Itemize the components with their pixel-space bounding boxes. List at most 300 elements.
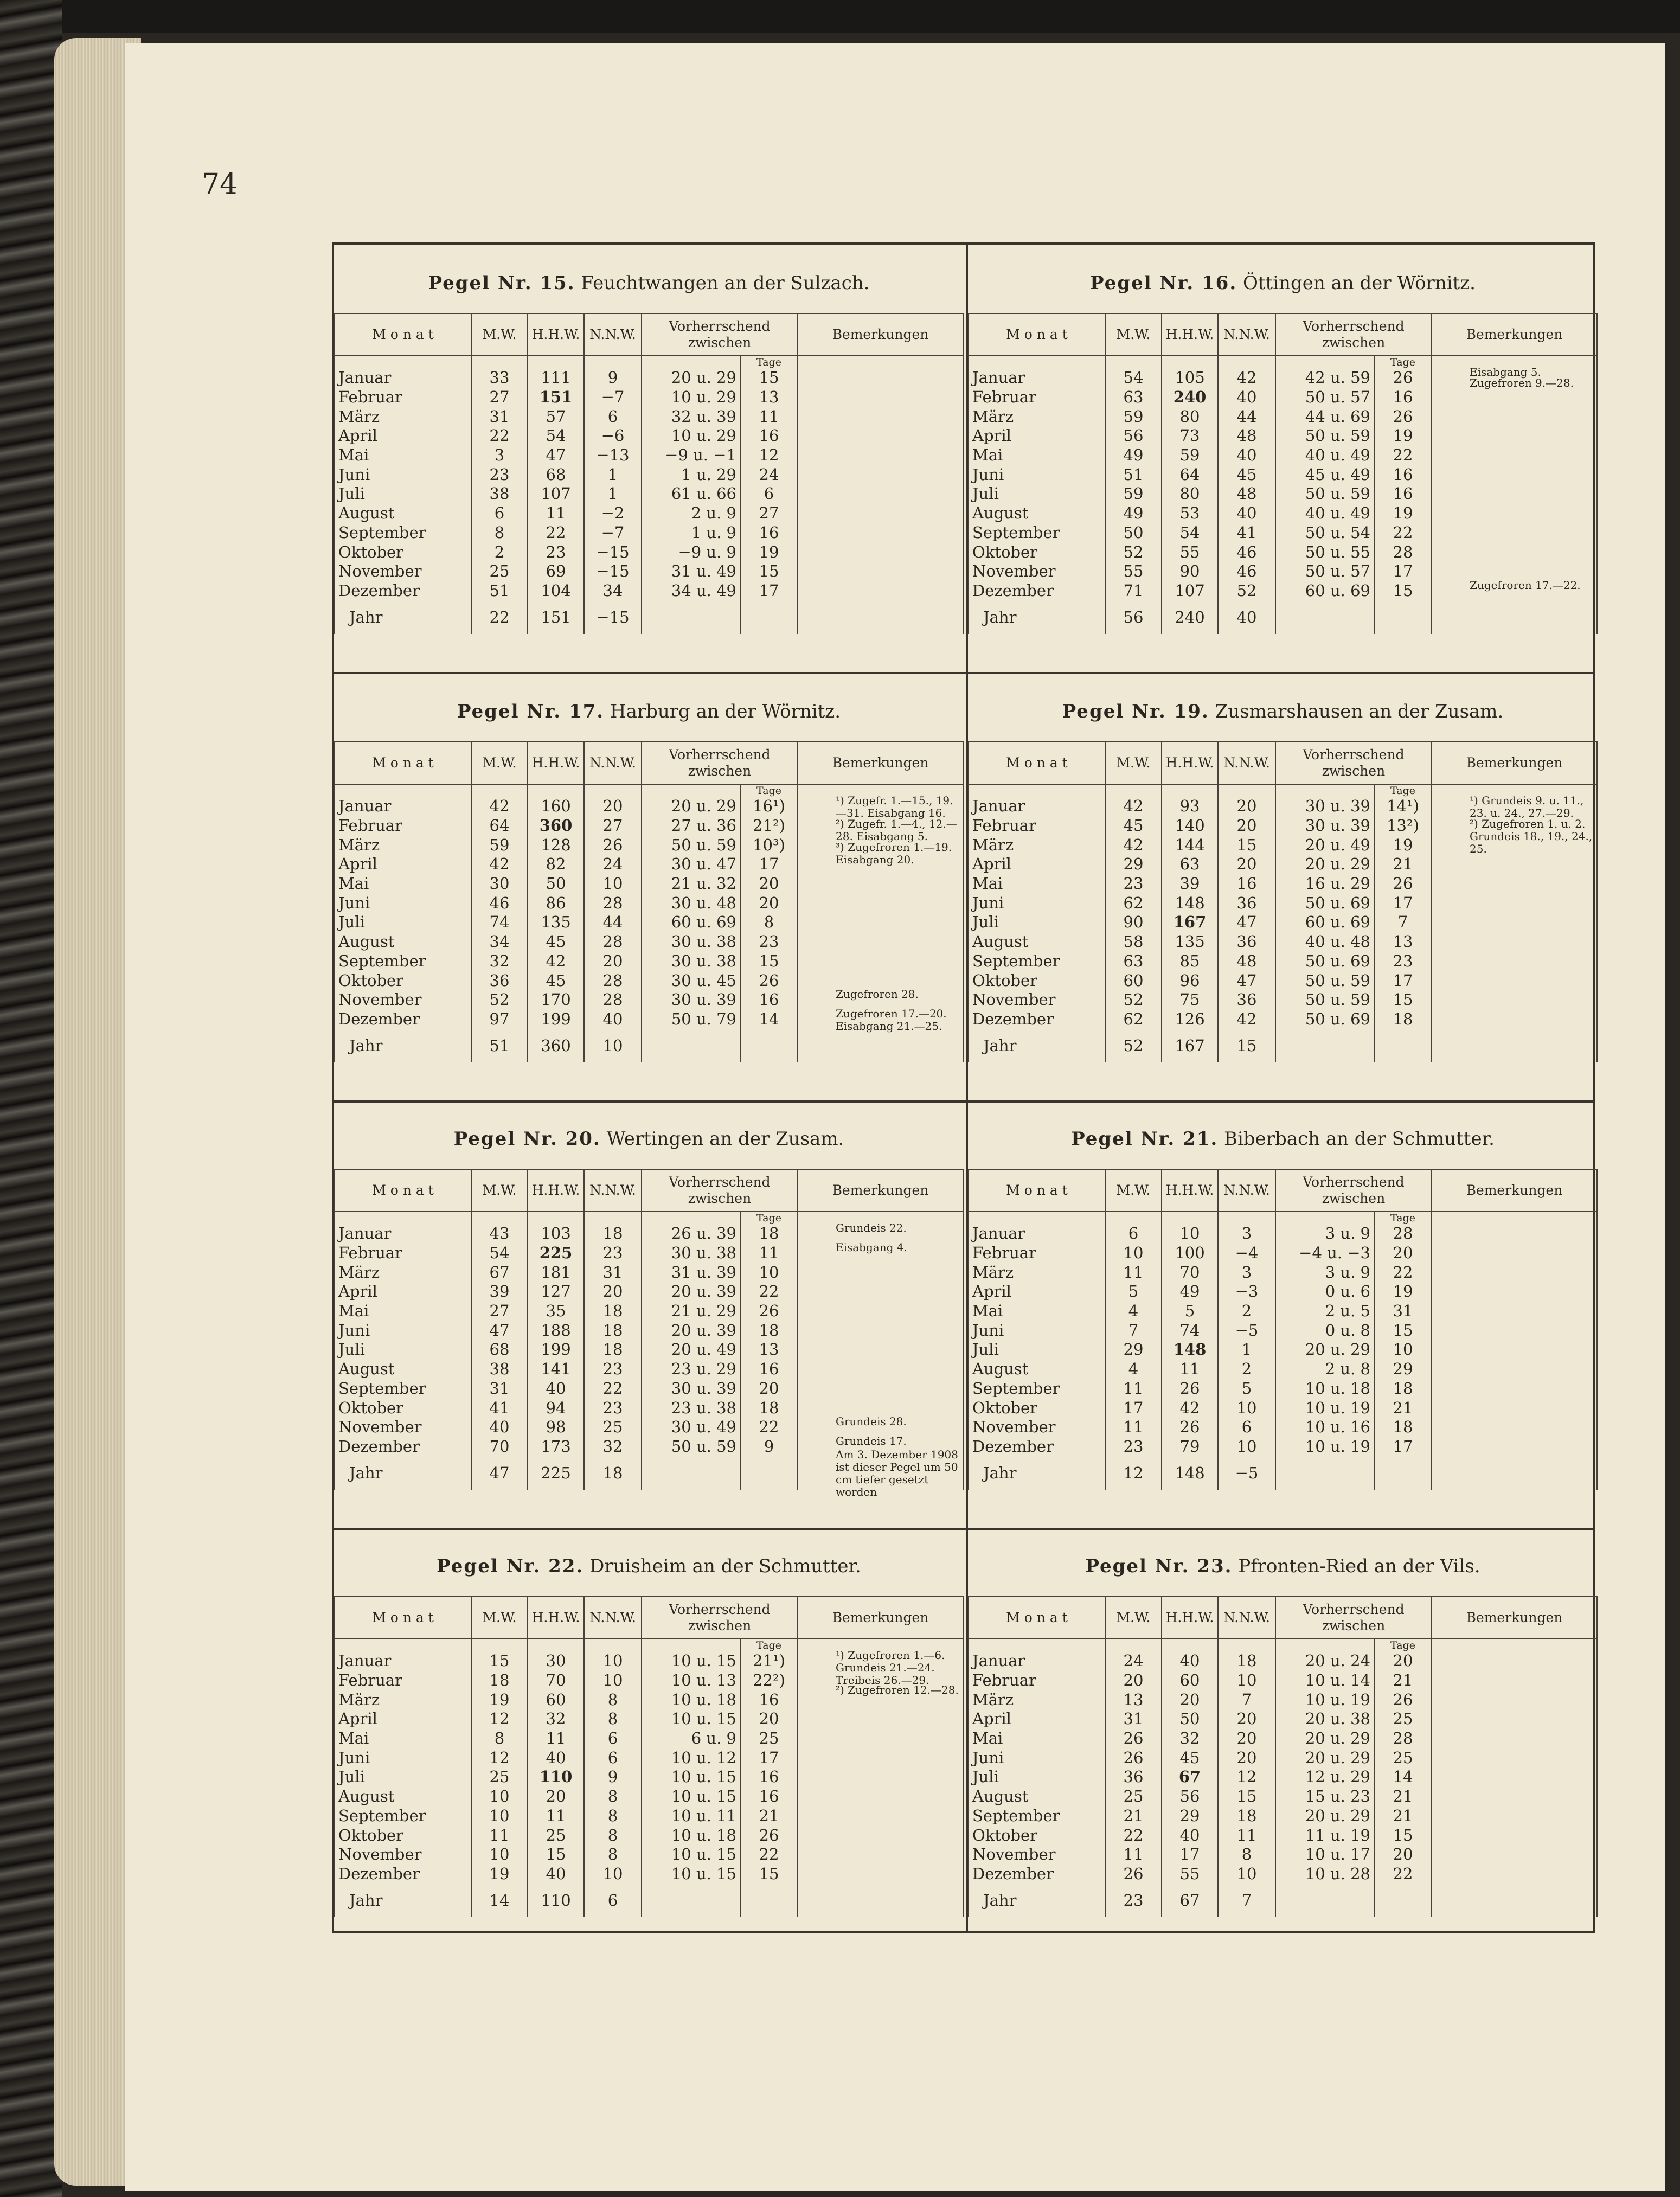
nnw-cell: 18 xyxy=(584,1224,642,1244)
header-hhw: H.H.W. xyxy=(1162,742,1218,784)
pegel-title xyxy=(334,698,964,725)
mw-cell: 41 xyxy=(471,1398,528,1418)
hhw-cell: 11 xyxy=(1162,1360,1218,1379)
year-label: Jahr xyxy=(969,1456,1105,1490)
hhw-cell: 68 xyxy=(528,465,584,484)
range-cell: 40 u. 49 xyxy=(1275,504,1374,523)
header-vorherrschend: Vorherrschend zwischen xyxy=(1275,742,1432,784)
month-cell: Mai xyxy=(969,446,1105,465)
tage-cell: 18 xyxy=(740,1321,798,1340)
hhw-cell: 40 xyxy=(1162,1651,1218,1671)
table-row xyxy=(969,465,1597,484)
hhw-cell: 67 xyxy=(1162,1767,1218,1787)
table-row xyxy=(969,874,1597,894)
month-cell: März xyxy=(335,1263,471,1282)
mw-cell: 30 xyxy=(471,874,528,894)
tage-cell: 21 xyxy=(1374,1787,1432,1807)
hhw-cell: 148 xyxy=(1162,893,1218,913)
table-row xyxy=(969,1865,1597,1884)
month-cell: Oktober xyxy=(969,971,1105,990)
hhw-cell: 30 xyxy=(528,1651,584,1671)
tage-cell: 21²) xyxy=(740,816,798,836)
table-row xyxy=(969,1729,1597,1748)
mw-cell: 23 xyxy=(1105,1437,1162,1457)
month-cell: Mai xyxy=(335,1729,471,1748)
tage-cell: 21 xyxy=(1374,855,1432,874)
hhw-cell: 15 xyxy=(528,1845,584,1865)
nnw-cell: 41 xyxy=(1218,523,1275,543)
month-cell: Februar xyxy=(969,388,1105,407)
tage-cell: 17 xyxy=(1374,893,1432,913)
nnw-cell: 40 xyxy=(1218,388,1275,407)
table-row xyxy=(969,913,1597,932)
header-mw: M.W. xyxy=(1105,1597,1162,1639)
tage-cell: 20 xyxy=(740,893,798,913)
hhw-cell: 17 xyxy=(1162,1845,1218,1865)
mw-cell: 4 xyxy=(1105,1302,1162,1321)
tage-cell: 26 xyxy=(1374,368,1432,388)
month-cell: Januar xyxy=(969,1651,1105,1671)
tage-cell: 22 xyxy=(740,1418,798,1437)
mw-cell: 26 xyxy=(1105,1729,1162,1748)
pegel-title xyxy=(334,1553,964,1580)
tage-cell: 16¹) xyxy=(740,797,798,816)
table-row xyxy=(335,913,963,932)
year-row xyxy=(969,1456,1597,1490)
table-row xyxy=(335,426,963,446)
nnw-cell: 23 xyxy=(584,1244,642,1263)
tage-cell: 26 xyxy=(740,971,798,990)
hhw-cell: 74 xyxy=(1162,1321,1218,1340)
header-monat: M o n a t xyxy=(969,1597,1105,1639)
nnw-cell: −7 xyxy=(584,388,642,407)
nnw-cell: 48 xyxy=(1218,484,1275,504)
tage-cell: 17 xyxy=(740,1748,798,1767)
nnw-cell: 5 xyxy=(1218,1379,1275,1399)
year-label: Jahr xyxy=(969,1029,1105,1062)
month-cell: März xyxy=(335,835,471,855)
bemerkung-note: Zugefroren 28. xyxy=(836,988,919,1001)
mw-cell: 23 xyxy=(1105,874,1162,894)
hhw-cell: 54 xyxy=(528,426,584,446)
table-row xyxy=(335,368,963,388)
table-row xyxy=(969,1845,1597,1865)
hhw-cell: 53 xyxy=(1162,504,1218,523)
tage-cell: 10³) xyxy=(740,835,798,855)
pegel-location: Zusmarshausen an der Zusam. xyxy=(1215,701,1504,722)
range-cell: 20 u. 29 xyxy=(642,368,740,388)
range-cell: 3 u. 9 xyxy=(1275,1263,1374,1282)
range-cell: 10 u. 15 xyxy=(642,1787,740,1807)
month-cell: April xyxy=(969,855,1105,874)
nnw-cell: 3 xyxy=(1218,1224,1275,1244)
range-cell: −4 u. −3 xyxy=(1275,1244,1374,1263)
table-row xyxy=(969,1709,1597,1729)
header-vorherrschend: Vorherrschend zwischen xyxy=(642,313,798,356)
pegel-number: Pegel Nr. 16. xyxy=(1090,272,1237,294)
hhw-cell: 40 xyxy=(528,1379,584,1399)
bemerkung-note: ²) Zugefroren 12.—28. xyxy=(836,1683,959,1697)
table-row xyxy=(969,1224,1597,1244)
hhw-cell: 85 xyxy=(1162,952,1218,971)
month-cell: September xyxy=(335,1807,471,1826)
tage-cell: 18 xyxy=(740,1224,798,1244)
tage-cell: 26 xyxy=(1374,407,1432,426)
mw-cell: 5 xyxy=(1105,1282,1162,1302)
pegel-table xyxy=(968,1169,1598,1490)
range-cell: 10 u. 15 xyxy=(642,1865,740,1884)
hhw-cell: 144 xyxy=(1162,835,1218,855)
nnw-cell: 10 xyxy=(1218,1865,1275,1884)
hhw-cell: 96 xyxy=(1162,971,1218,990)
table-row xyxy=(335,388,963,407)
month-cell: Juli xyxy=(969,1767,1105,1787)
table-row xyxy=(969,1418,1597,1437)
month-cell: Juli xyxy=(335,1340,471,1360)
hhw-cell: 80 xyxy=(1162,407,1218,426)
hhw-cell: 111 xyxy=(528,368,584,388)
mw-cell: 26 xyxy=(1105,1865,1162,1884)
table-row xyxy=(335,1302,963,1321)
range-cell: 10 u. 17 xyxy=(1275,1845,1374,1865)
hhw-cell: 126 xyxy=(1162,1010,1218,1029)
range-cell: 2 u. 9 xyxy=(642,504,740,523)
nnw-cell: 28 xyxy=(584,971,642,990)
nnw-cell: 20 xyxy=(1218,1729,1275,1748)
hhw-cell: 20 xyxy=(1162,1690,1218,1709)
nnw-cell: 12 xyxy=(1218,1767,1275,1787)
hhw-cell: 11 xyxy=(528,504,584,523)
month-cell: August xyxy=(969,504,1105,523)
mw-cell: 63 xyxy=(1105,388,1162,407)
year-nnw: 6 xyxy=(584,1884,642,1917)
hhw-cell: 40 xyxy=(1162,1826,1218,1845)
month-cell: Juli xyxy=(969,484,1105,504)
range-cell: 3 u. 9 xyxy=(1275,1224,1374,1244)
table-row xyxy=(969,1360,1597,1379)
range-cell: 2 u. 5 xyxy=(1275,1302,1374,1321)
mw-cell: 34 xyxy=(471,932,528,952)
header-mw: M.W. xyxy=(471,742,528,784)
pegel-title xyxy=(968,698,1598,725)
range-cell: 21 u. 29 xyxy=(642,1302,740,1321)
range-cell: 50 u. 57 xyxy=(1275,562,1374,581)
hhw-cell: 26 xyxy=(1162,1379,1218,1399)
hhw-cell: 70 xyxy=(1162,1263,1218,1282)
header-monat: M o n a t xyxy=(335,742,471,784)
table-row xyxy=(969,932,1597,952)
tage-cell: 10 xyxy=(1374,1340,1432,1360)
month-cell: Juli xyxy=(335,1767,471,1787)
table-row xyxy=(969,855,1597,874)
hhw-cell: 69 xyxy=(528,562,584,581)
hhw-cell: 70 xyxy=(528,1671,584,1690)
table-row xyxy=(335,932,963,952)
header-bemerkungen: Bemerkungen xyxy=(1432,742,1597,784)
nnw-cell: 20 xyxy=(1218,1709,1275,1729)
table-row xyxy=(969,1340,1597,1360)
table-row xyxy=(969,1787,1597,1807)
month-cell: April xyxy=(335,1282,471,1302)
year-hhw: 167 xyxy=(1162,1029,1218,1062)
tage-cell: 15 xyxy=(1374,1826,1432,1845)
month-cell: August xyxy=(335,504,471,523)
mw-cell: 49 xyxy=(1105,446,1162,465)
mw-cell: 32 xyxy=(471,952,528,971)
table-row xyxy=(335,874,963,894)
pegel-location: Druisheim an der Schmutter. xyxy=(589,1555,861,1577)
month-cell: Juni xyxy=(335,1321,471,1340)
month-cell: Februar xyxy=(969,1671,1105,1690)
range-cell: 34 u. 49 xyxy=(642,581,740,601)
header-mw: M.W. xyxy=(471,1169,528,1212)
month-cell: Juli xyxy=(335,484,471,504)
mw-cell: 71 xyxy=(1105,581,1162,601)
nnw-cell: 15 xyxy=(1218,1787,1275,1807)
month-cell: März xyxy=(969,1690,1105,1709)
month-cell: August xyxy=(969,1787,1105,1807)
header-vorherrschend: Vorherrschend zwischen xyxy=(1275,1169,1432,1212)
month-cell: November xyxy=(335,1418,471,1437)
nnw-cell: 44 xyxy=(584,913,642,932)
mw-cell: 42 xyxy=(1105,835,1162,855)
month-cell: Februar xyxy=(335,1671,471,1690)
mw-cell: 40 xyxy=(471,1418,528,1437)
hhw-cell: 135 xyxy=(528,913,584,932)
mw-cell: 22 xyxy=(471,426,528,446)
tage-cell: 16 xyxy=(1374,465,1432,484)
table-row xyxy=(335,1729,963,1748)
range-cell: 20 u. 39 xyxy=(642,1282,740,1302)
tage-cell: 15 xyxy=(1374,990,1432,1010)
range-cell: 30 u. 39 xyxy=(1275,816,1374,836)
month-cell: Juli xyxy=(335,913,471,932)
table-row xyxy=(335,1807,963,1826)
table-row xyxy=(969,971,1597,990)
bemerkung-note: ²) Zugefroren 1. u. 2. Grundeis 18., 19., 24., 25. xyxy=(1470,817,1593,855)
header-nnw: N.N.W. xyxy=(1218,1597,1275,1639)
range-cell: 20 u. 29 xyxy=(642,797,740,816)
mw-cell: 25 xyxy=(471,1767,528,1787)
mw-cell: 22 xyxy=(1105,1826,1162,1845)
nnw-cell: 6 xyxy=(584,407,642,426)
nnw-cell: 40 xyxy=(584,1010,642,1029)
pegel-grid xyxy=(332,242,1595,1933)
hhw-cell: 22 xyxy=(528,523,584,543)
range-cell: 60 u. 69 xyxy=(1275,581,1374,601)
tage-cell: 15 xyxy=(740,1865,798,1884)
table-row xyxy=(969,1244,1597,1263)
year-mw: 23 xyxy=(1105,1884,1162,1917)
book-binding xyxy=(0,0,62,2197)
table-row xyxy=(969,1807,1597,1826)
nnw-cell: 20 xyxy=(1218,797,1275,816)
tage-cell: 28 xyxy=(1374,1729,1432,1748)
table-row xyxy=(969,893,1597,913)
hhw-cell: 50 xyxy=(1162,1709,1218,1729)
range-cell: 45 u. 49 xyxy=(1275,465,1374,484)
month-cell: September xyxy=(969,1807,1105,1826)
year-row xyxy=(335,1029,963,1062)
month-cell: Februar xyxy=(335,1244,471,1263)
table-row xyxy=(969,1748,1597,1767)
hhw-cell: 75 xyxy=(1162,990,1218,1010)
nnw-cell: −15 xyxy=(584,542,642,562)
tage-cell: 9 xyxy=(740,1437,798,1457)
nnw-cell: 10 xyxy=(1218,1398,1275,1418)
hhw-cell: 135 xyxy=(1162,932,1218,952)
range-cell: 30 u. 49 xyxy=(642,1418,740,1437)
hhw-cell: 55 xyxy=(1162,542,1218,562)
pegel-table xyxy=(968,1596,1598,1917)
nnw-cell: −3 xyxy=(1218,1282,1275,1302)
nnw-cell: 10 xyxy=(584,1865,642,1884)
year-row xyxy=(969,1029,1597,1062)
month-cell: Mai xyxy=(969,1302,1105,1321)
table-row xyxy=(969,484,1597,504)
month-cell: Februar xyxy=(969,1244,1105,1263)
month-cell: Februar xyxy=(969,816,1105,836)
tage-cell: 11 xyxy=(740,1244,798,1263)
tage-cell: 16 xyxy=(740,426,798,446)
nnw-cell: 32 xyxy=(584,1437,642,1457)
month-cell: Juni xyxy=(335,1748,471,1767)
mw-cell: 21 xyxy=(1105,1807,1162,1826)
row-divider xyxy=(334,1528,1593,1530)
table-row xyxy=(335,1748,963,1767)
month-cell: Dezember xyxy=(335,1865,471,1884)
nnw-cell: 11 xyxy=(1218,1826,1275,1845)
tage-cell: 18 xyxy=(740,1398,798,1418)
nnw-cell: 34 xyxy=(584,581,642,601)
month-cell: Oktober xyxy=(969,1398,1105,1418)
range-cell: 20 u. 49 xyxy=(642,1340,740,1360)
year-mw: 47 xyxy=(471,1456,528,1490)
bemerkung-note: Grundeis 17. xyxy=(836,1434,907,1447)
hhw-cell: 360 xyxy=(528,816,584,836)
range-cell: 10 u. 18 xyxy=(642,1690,740,1709)
nnw-cell: 20 xyxy=(1218,816,1275,836)
table-row xyxy=(969,542,1597,562)
year-hhw: 151 xyxy=(528,600,584,634)
month-cell: November xyxy=(969,990,1105,1010)
mw-cell: 26 xyxy=(1105,1748,1162,1767)
mw-cell: 20 xyxy=(1105,1671,1162,1690)
hhw-cell: 25 xyxy=(528,1826,584,1845)
month-cell: Oktober xyxy=(335,542,471,562)
range-cell: 42 u. 59 xyxy=(1275,368,1374,388)
mw-cell: 97 xyxy=(471,1010,528,1029)
range-cell: 20 u. 49 xyxy=(1275,835,1374,855)
range-cell: 30 u. 39 xyxy=(642,990,740,1010)
tage-cell: 10 xyxy=(740,1263,798,1282)
header-hhw: H.H.W. xyxy=(528,313,584,356)
month-cell: Juni xyxy=(969,1748,1105,1767)
range-cell: 11 u. 19 xyxy=(1275,1826,1374,1845)
range-cell: 27 u. 36 xyxy=(642,816,740,836)
nnw-cell: 46 xyxy=(1218,562,1275,581)
mw-cell: 19 xyxy=(471,1690,528,1709)
bemerkung-note: Eisabgang 4. xyxy=(836,1240,907,1254)
nnw-cell: 36 xyxy=(1218,893,1275,913)
nnw-cell: 6 xyxy=(1218,1418,1275,1437)
nnw-cell: 8 xyxy=(584,1709,642,1729)
range-cell: 20 u. 38 xyxy=(1275,1709,1374,1729)
month-cell: März xyxy=(969,1263,1105,1282)
mw-cell: 59 xyxy=(1105,484,1162,504)
table-row xyxy=(335,1282,963,1302)
range-cell: 23 u. 38 xyxy=(642,1398,740,1418)
table-row xyxy=(335,1340,963,1360)
bemerkung-note: Zugefroren 17.—20. Eisabgang 21.—25. xyxy=(836,1007,947,1033)
tage-cell: 23 xyxy=(1374,952,1432,971)
hhw-cell: 45 xyxy=(1162,1748,1218,1767)
range-cell: 10 u. 18 xyxy=(642,1826,740,1845)
mw-cell: 10 xyxy=(471,1807,528,1826)
mw-cell: 8 xyxy=(471,1729,528,1748)
pegel-location: Wertingen an der Zusam. xyxy=(606,1128,844,1150)
range-cell: 20 u. 29 xyxy=(1275,1748,1374,1767)
tage-cell: 7 xyxy=(1374,913,1432,932)
header-vorherrschend: Vorherrschend zwischen xyxy=(642,1169,798,1212)
mw-cell: 27 xyxy=(471,1302,528,1321)
hhw-cell: 107 xyxy=(1162,581,1218,601)
mw-cell: 59 xyxy=(1105,407,1162,426)
nnw-cell: 42 xyxy=(1218,1010,1275,1029)
header-nnw: N.N.W. xyxy=(1218,313,1275,356)
mw-cell: 42 xyxy=(1105,797,1162,816)
table-row xyxy=(335,523,963,543)
range-cell: 30 u. 45 xyxy=(642,971,740,990)
header-vorherrschend: Vorherrschend zwischen xyxy=(1275,313,1432,356)
range-cell: 20 u. 39 xyxy=(642,1321,740,1340)
bemerkung-note: Grundeis 22. xyxy=(836,1221,907,1234)
hhw-cell: 127 xyxy=(528,1282,584,1302)
range-cell: 20 u. 24 xyxy=(1275,1651,1374,1671)
nnw-cell: 20 xyxy=(1218,855,1275,874)
table-row xyxy=(335,1767,963,1787)
mw-cell: 29 xyxy=(1105,1340,1162,1360)
month-cell: Januar xyxy=(335,1651,471,1671)
table-row xyxy=(335,1379,963,1399)
table-row xyxy=(335,562,963,581)
tage-cell: 20 xyxy=(1374,1845,1432,1865)
nnw-cell: 36 xyxy=(1218,990,1275,1010)
tage-cell: 31 xyxy=(1374,1302,1432,1321)
nnw-cell: 10 xyxy=(1218,1437,1275,1457)
hhw-cell: 29 xyxy=(1162,1807,1218,1826)
tage-cell: 22²) xyxy=(740,1671,798,1690)
month-cell: Juni xyxy=(335,465,471,484)
tage-cell: 8 xyxy=(740,913,798,932)
range-cell: 31 u. 39 xyxy=(642,1263,740,1282)
tage-cell: 26 xyxy=(740,1826,798,1845)
page-number: 74 xyxy=(202,168,238,201)
tage-cell: 24 xyxy=(740,465,798,484)
nnw-cell: 8 xyxy=(584,1826,642,1845)
pegel-table xyxy=(334,313,964,634)
header-monat: M o n a t xyxy=(335,1169,471,1212)
nnw-cell: 20 xyxy=(584,1282,642,1302)
nnw-cell: 28 xyxy=(584,893,642,913)
bemerkung-note: ¹) Grundeis 9. u. 11., 23. u. 24., 27.—29. xyxy=(1470,794,1584,819)
mw-cell: 3 xyxy=(471,446,528,465)
year-nnw: −5 xyxy=(1218,1456,1275,1490)
hhw-cell: 181 xyxy=(528,1263,584,1282)
tage-cell: 15 xyxy=(1374,1321,1432,1340)
hhw-cell: 45 xyxy=(528,932,584,952)
tage-label: Tage xyxy=(740,1212,798,1224)
